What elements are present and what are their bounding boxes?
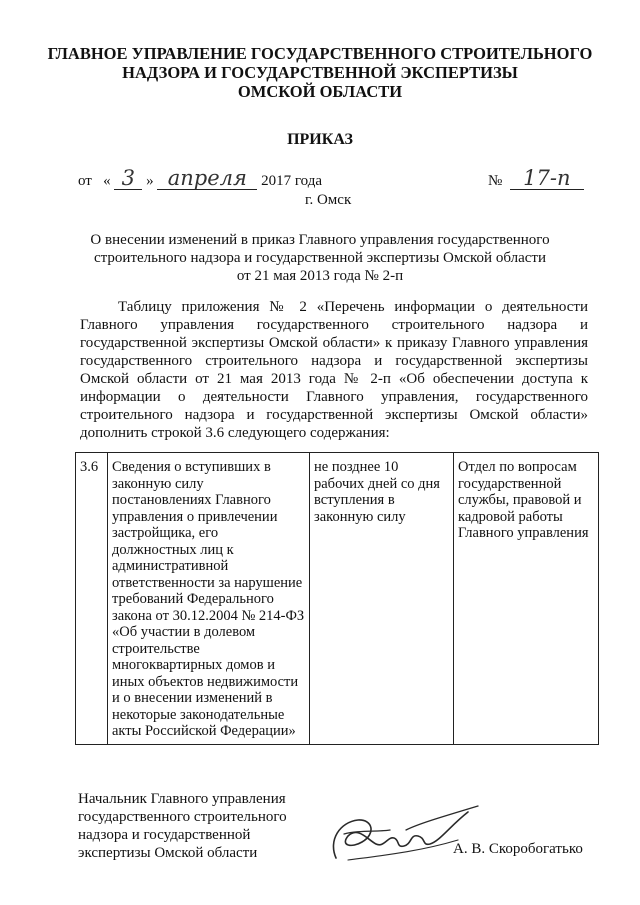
- position-line-3: надзора и государственной: [78, 827, 251, 843]
- signatory-name: А. В. Скоробогатько: [453, 841, 583, 857]
- row-number: 3.6: [76, 453, 108, 745]
- subject-line-1: О внесении изменений в приказ Главного управления государственного: [90, 232, 550, 248]
- table-row: [76, 453, 599, 745]
- position-line-4: экспертизы Омской области: [78, 845, 258, 861]
- org-line-3: ОМСКОЙ ОБЛАСТИ: [237, 82, 403, 101]
- responsible-cell: Отдел по вопросам государственной службы, правовой и кадровой работы Главного управления: [454, 453, 599, 745]
- subject-line-3: от 21 мая 2013 года № 2-п: [236, 268, 404, 284]
- document-number-field: [510, 166, 584, 190]
- date-day-field: [114, 166, 142, 190]
- handwritten-signature: [318, 800, 488, 870]
- signatory-position: [78, 790, 287, 862]
- date-day: 3: [121, 166, 136, 190]
- date-month: апреля: [167, 166, 247, 190]
- date-prefix: от: [78, 173, 92, 189]
- document-type: ПРИКАЗ: [287, 131, 353, 148]
- info-cell: Сведения о вступивших в законную силу постановлениях Главного управления о привлечении застройщика, его должностных лиц к административной ответственности за нарушение требований Федерального закона от 30.12.2004 № 214-ФЗ «Об участии в долевом строительстве многоквартирных домов и иных объектов недвижимости и о внесении изменений в некоторые законодательные акты Российской Федерации»: [108, 453, 310, 745]
- organization-name: [0, 44, 640, 101]
- order-subject: [0, 231, 640, 285]
- position-line-1: Начальник Главного управления: [78, 791, 286, 807]
- position-line-2: государственного строительного: [78, 809, 287, 825]
- org-line-1: ГЛАВНОЕ УПРАВЛЕНИЕ ГОСУДАРСТВЕННОГО СТРОИТЕЛЬНОГО: [47, 44, 593, 63]
- date-close-quote: »: [146, 173, 154, 189]
- document-number: 17-п: [523, 166, 571, 190]
- date-open-quote: «: [103, 173, 111, 189]
- deadline-cell: не позднее 10 рабочих дней со дня вступления в законную силу: [310, 453, 454, 745]
- amendment-table: [75, 452, 599, 745]
- order-body: [80, 298, 588, 442]
- document-number-line: [488, 166, 584, 190]
- date-line: [78, 166, 322, 190]
- date-year: 2017 года: [261, 173, 322, 189]
- body-paragraph: Таблицу приложения № 2 «Перечень информации о деятельности Главного управления государственного строительного надзора и государственной экспертизы Омской области» к приказу Главного управления государственного строительного надзора и государственной экспертизы Омской области от 21 мая 2013 года № 2-п «Об обеспечении доступа к информации о деятельности Главного управления, государственного строительного надзора и государственной экспертизы Омской области» дополнить строкой 3.6 следующего содержания:: [80, 299, 588, 441]
- org-line-2: НАДЗОРА И ГОСУДАРСТВЕННОЙ ЭКСПЕРТИЗЫ: [122, 63, 518, 82]
- subject-line-2: строительного надзора и государственной экспертизы Омской области: [94, 250, 546, 266]
- city: г. Омск: [305, 192, 352, 208]
- date-month-field: [157, 166, 257, 190]
- number-label: №: [488, 173, 503, 189]
